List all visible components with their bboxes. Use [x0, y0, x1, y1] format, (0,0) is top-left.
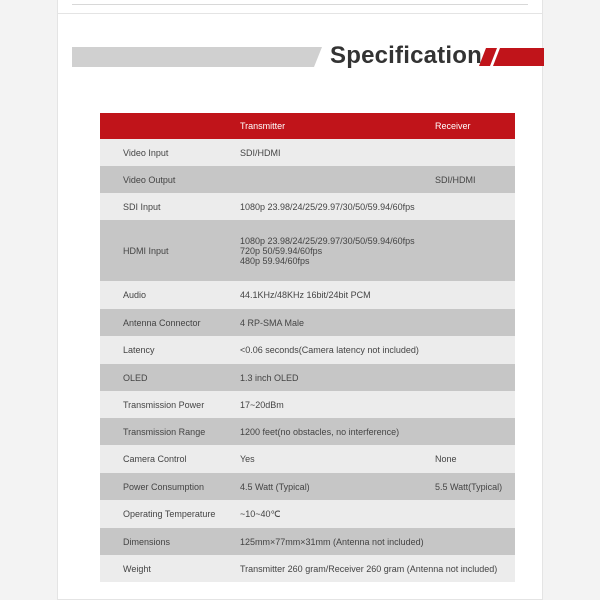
- banner-gray-bar: [72, 47, 322, 67]
- page-title: Specification: [330, 42, 482, 69]
- table-row: [100, 445, 515, 473]
- row-label: Video Input: [100, 139, 240, 166]
- receiver-value: [435, 139, 515, 166]
- transmitter-value: [240, 473, 435, 500]
- receiver-value: [435, 418, 515, 445]
- transmitter-line: 4 RP-SMA Male: [240, 317, 305, 328]
- previous-section-card: [57, 0, 543, 14]
- banner-red-bar: [493, 48, 544, 66]
- transmitter-value: [240, 281, 435, 309]
- table-row: [100, 336, 515, 364]
- transmitter-value: [240, 528, 515, 555]
- row-label: OLED: [100, 364, 240, 391]
- transmitter-line: Yes: [240, 454, 255, 464]
- transmitter-line: 1.3 inch OLED: [240, 372, 299, 383]
- table-row: [100, 220, 515, 281]
- row-label: Transmission Range: [100, 418, 240, 445]
- transmitter-line: 44.1KHz/48KHz 16bit/24bit PCM: [240, 290, 371, 300]
- table-row: [100, 139, 515, 166]
- receiver-value: [435, 220, 515, 281]
- row-label: Video Output: [100, 166, 240, 193]
- receiver-value: [435, 281, 515, 309]
- spec-table: [100, 113, 515, 582]
- transmitter-line: 1080p 23.98/24/25/29.97/30/50/59.94/60fps: [240, 201, 415, 212]
- receiver-value: [435, 309, 515, 336]
- table-row: [100, 364, 515, 391]
- transmitter-line: SDI/HDMI: [240, 147, 281, 158]
- transmitter-value: [240, 418, 435, 445]
- column-header-transmitter: Transmitter: [240, 113, 435, 139]
- table-row: [100, 500, 515, 528]
- transmitter-value: [240, 445, 435, 473]
- row-label: Antenna Connector: [100, 309, 240, 336]
- transmitter-value: [240, 220, 435, 281]
- transmitter-value: [240, 500, 435, 528]
- table-row: [100, 473, 515, 500]
- receiver-value: [435, 336, 515, 364]
- row-label: Camera Control: [100, 445, 240, 473]
- transmitter-value: [240, 309, 435, 336]
- transmitter-value: [240, 193, 435, 220]
- transmitter-line: 480p 59.94/60fps: [240, 255, 310, 266]
- transmitter-line: ~10~40℃: [240, 509, 281, 519]
- row-label: Weight: [100, 555, 240, 582]
- transmitter-line: 720p 50/59.94/60fps: [240, 245, 323, 256]
- receiver-value: 5.5 Watt(Typical): [435, 473, 515, 500]
- receiver-value: [435, 391, 515, 418]
- column-header-item: [100, 113, 240, 139]
- table-row: [100, 309, 515, 336]
- divider: [72, 4, 528, 5]
- table-row: [100, 193, 515, 220]
- transmitter-line: 4.5 Watt (Typical): [240, 481, 310, 492]
- transmitter-value: [240, 364, 435, 391]
- transmitter-line: <0.06 seconds(Camera latency not included): [240, 345, 419, 355]
- transmitter-value: [240, 391, 435, 418]
- transmitter-line: 125mm×77mm×31mm (Antenna not included): [240, 536, 424, 547]
- row-label: Audio: [100, 281, 240, 309]
- transmitter-value: [240, 336, 435, 364]
- table-row: [100, 281, 515, 309]
- table-row: [100, 418, 515, 445]
- row-label: Power Consumption: [100, 473, 240, 500]
- table-row: [100, 166, 515, 193]
- table-header-row: [100, 113, 515, 139]
- transmitter-line: 1200 feet(no obstacles, no interference): [240, 426, 400, 437]
- transmitter-line: Transmitter 260 gram/Receiver 260 gram (Antenna not included): [240, 563, 498, 574]
- receiver-value: [435, 193, 515, 220]
- row-label: Operating Temperature: [100, 500, 240, 528]
- table-row: [100, 528, 515, 555]
- row-label: Latency: [100, 336, 240, 364]
- row-label: Dimensions: [100, 528, 240, 555]
- table-row: [100, 391, 515, 418]
- receiver-value: [435, 364, 515, 391]
- receiver-value: SDI/HDMI: [435, 166, 515, 193]
- transmitter-value: [240, 166, 435, 193]
- row-label: HDMI Input: [100, 220, 240, 281]
- row-label: Transmission Power: [100, 391, 240, 418]
- row-label: SDI Input: [100, 193, 240, 220]
- receiver-value: None: [435, 445, 515, 473]
- transmitter-line: 1080p 23.98/24/25/29.97/30/50/59.94/60fps: [240, 235, 415, 246]
- section-banner: [72, 44, 544, 70]
- receiver-value: [435, 500, 515, 528]
- transmitter-value: [240, 139, 435, 166]
- table-row: [100, 555, 515, 582]
- transmitter-value: [240, 555, 515, 582]
- transmitter-line: 17~20dBm: [240, 399, 284, 410]
- column-header-receiver: Receiver: [435, 113, 515, 139]
